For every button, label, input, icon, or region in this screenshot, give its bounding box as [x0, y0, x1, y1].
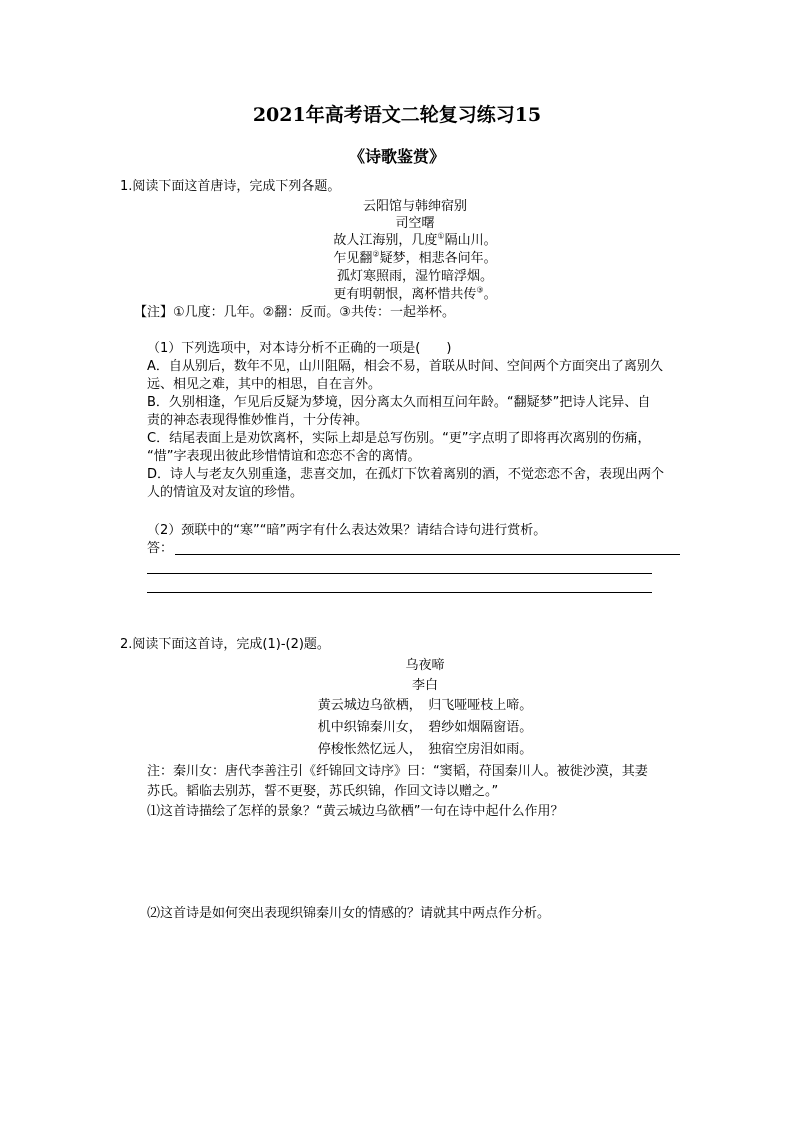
answer-label: 答：: [147, 541, 174, 556]
poem-2-line: 黄云城边乌欲栖， 归飞哑哑枝上啼。: [317, 698, 533, 713]
poem-1-note: 【注】①几度：几年。②翻：反而。③共传：一起举杯。: [134, 305, 455, 320]
poem-2-note-line: 苏氏。韬临去别苏，誓不更娶，苏氏织锦，作回文诗以赠之。”: [147, 784, 499, 799]
question-2-sub-1: ⑴这首诗描绘了怎样的景象？“黄云城边乌欲栖”一句在诗中起什么作用？: [147, 804, 564, 819]
option-text: 责的神态表现得惟妙惟肖，十分传神。: [147, 413, 369, 428]
option-text: A．自从别后，数年不见，山川阻隔，相会不易，首联从时间、空间两个方面突出了离别久: [147, 359, 663, 374]
poem-2-title: 乌夜啼: [405, 658, 445, 673]
poem-1-line: 乍见翻②疑梦，相悲各问年。: [333, 249, 497, 266]
answer-line[interactable]: [175, 554, 680, 555]
poem-1-title: 云阳馆与韩绅宿别: [362, 199, 467, 214]
answer-line[interactable]: [147, 573, 652, 574]
option-text: 远、相见之难，其中的相思，自在言外。: [147, 377, 382, 392]
poem-1-line: 孤灯寒照雨，湿竹暗浮烟。: [336, 269, 493, 284]
question-2-sub-2: ⑵这首诗是如何突出表现织锦秦川女的情感的？请就其中两点作分析。: [147, 906, 551, 921]
question-1-prompt: 1.阅读下面这首唐诗，完成下列各题。: [120, 179, 341, 194]
option-text: 人的情谊及对友谊的珍惜。: [147, 485, 304, 500]
question-1-sub-2: （2）颈联中的“寒”“暗”两字有什么表达效果？请结合诗句进行赏析。: [147, 523, 547, 538]
poem-2-line: 停梭怅然忆远人， 独宿空房泪如雨。: [317, 742, 533, 757]
poem-2-author: 李白: [411, 678, 438, 693]
question-1-sub-1: （1）下列选项中，对本诗分析不正确的一项是( ): [147, 341, 452, 356]
poem-1-line: 故人江海别，几度①隔山川。: [333, 231, 497, 248]
option-text: C．结尾表面上是劝饮离杯，实际上却是总写伤别。“更”字点明了即将再次离别的伤痛，: [147, 431, 651, 446]
poem-1-line: 更有明朝恨，离杯惜共传③。: [333, 285, 497, 302]
option-text: B．久别相逢，乍见后反疑为梦境，因分离太久而相互问年龄。“翻疑梦”把诗人诧异、自: [147, 395, 651, 410]
poem-1-author: 司空曙: [395, 216, 435, 231]
option-text: D．诗人与老友久别重逢，悲喜交加，在孤灯下饮着离别的酒，不觉恋恋不舍，表现出两个: [147, 467, 665, 482]
poem-2-line: 机中织锦秦川女， 碧纱如烟隔窗语。: [317, 720, 533, 735]
option-text: “惜”字表现出彼此珍惜情谊和恋恋不舍的离情。: [147, 449, 421, 464]
poem-2-note-line: 注：秦川女：唐代李善注引《纤锦回文诗序》曰：“窦韬，苻国秦川人。被徙沙漠，其妻: [147, 764, 648, 779]
answer-line[interactable]: [147, 592, 652, 593]
page-subtitle: 《诗歌鉴赏》: [348, 147, 445, 166]
page-title: 2021年高考语文二轮复习练习15: [252, 104, 542, 126]
question-2-prompt: 2.阅读下面这首诗，完成(1)-(2)题。: [120, 637, 330, 652]
